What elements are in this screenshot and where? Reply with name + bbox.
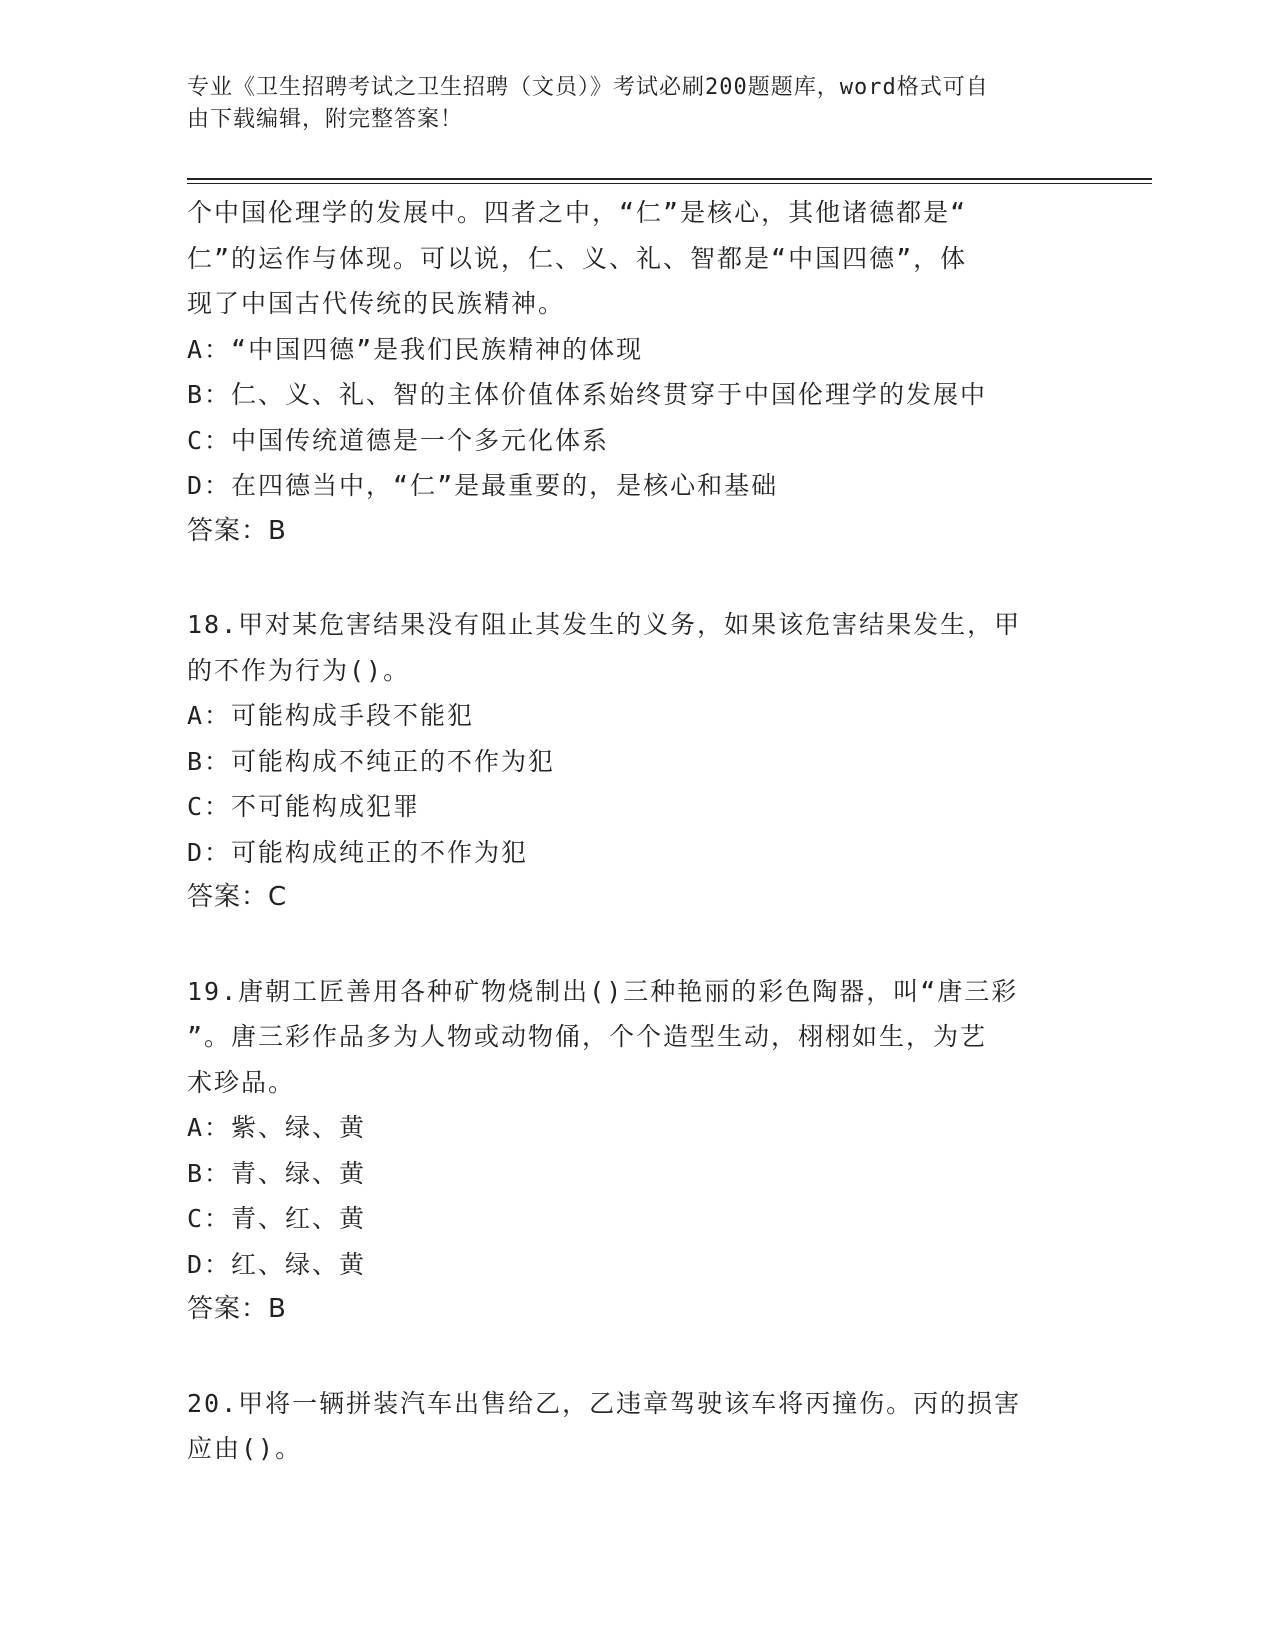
document-header <box>187 72 1067 136</box>
option-b: B：仁、义、礼、智的主体价值体系始终贯穿于中国伦理学的发展中 <box>187 380 988 409</box>
option-a: A：“中国四德”是我们民族精神的体现 <box>187 334 644 364</box>
question-text-line: 个中国伦理学的发展中。四者之中，“仁”是核心，其他诸德都是“ <box>187 198 968 227</box>
header-line-2: 由下载编辑，附完整答案！ <box>187 107 464 132</box>
option-b: B：青、绿、黄 <box>187 1158 367 1188</box>
question-spacer <box>187 554 1087 602</box>
header-rule-thick <box>187 178 1152 180</box>
answer-label: 答案：C <box>187 882 288 912</box>
question-text-line: 的不作为行为()。 <box>187 655 411 685</box>
question-text-line: 20.甲将一辆拼装汽车出售给乙，乙违章驾驶该车将丙撞伤。丙的损害 <box>187 1388 1022 1418</box>
header-rule-thin <box>187 183 1152 184</box>
answer-label: 答案：B <box>187 1294 287 1324</box>
question-text-line: 仁”的运作与体现。可以说，仁、义、礼、智都是“中国四德”，体 <box>187 243 968 273</box>
question-spacer <box>187 1333 1087 1381</box>
header-line-1: 专业《卫生招聘考试之卫生招聘（文员）》考试必刷200题题库，word格式可自 <box>187 75 989 100</box>
answer-label: 答案：B <box>187 515 287 546</box>
question-18 <box>187 602 1087 921</box>
option-c: C：青、红、黄 <box>187 1204 367 1233</box>
option-d: D：红、绿、黄 <box>187 1249 367 1279</box>
option-a: A：可能构成手段不能犯 <box>187 701 475 730</box>
question-list <box>187 190 1087 1472</box>
question-text-line: 19.唐朝工匠善用各种矿物烧制出()三种艳丽的彩色陶器，叫“唐三彩 <box>187 976 1019 1006</box>
question-text-line: 18.甲对某危害结果没有阻止其发生的义务，如果该危害结果发生，甲 <box>187 610 1022 639</box>
option-d: D：可能构成纯正的不作为犯 <box>187 837 529 867</box>
question-20 <box>187 1381 1087 1472</box>
question-text-line: ”。唐三彩作品多为人物或动物俑，个个造型生动，栩栩如生，为艺 <box>187 1022 988 1051</box>
option-c: C：中国传统道德是一个多元化体系 <box>187 425 610 455</box>
question-text-line: 现了中国古代传统的民族精神。 <box>187 289 566 318</box>
option-b: B：可能构成不纯正的不作为犯 <box>187 746 556 776</box>
question-17-continuation <box>187 190 1087 554</box>
question-text-line: 术珍品。 <box>187 1067 296 1097</box>
question-text-line: 应由()。 <box>187 1434 303 1463</box>
option-a: A：紫、绿、黄 <box>187 1113 367 1142</box>
option-c: C：不可能构成犯罪 <box>187 792 421 821</box>
question-19 <box>187 969 1087 1333</box>
question-spacer <box>187 921 1087 969</box>
option-d: D：在四德当中，“仁”是最重要的，是核心和基础 <box>187 471 779 500</box>
